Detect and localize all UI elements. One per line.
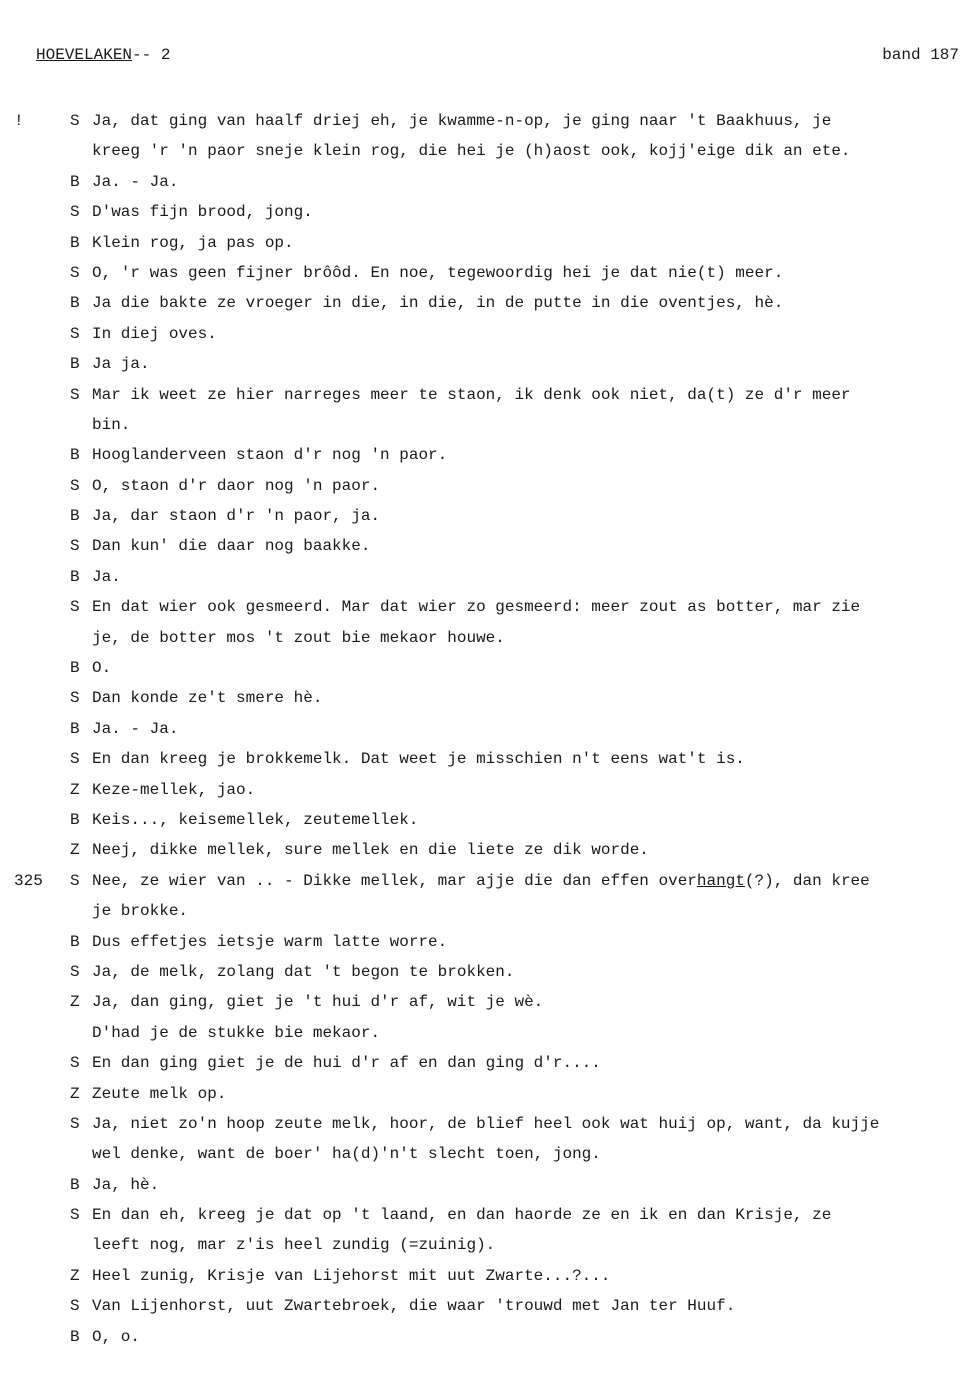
- utterance-text: [92, 1200, 831, 1230]
- utterance-text: [92, 775, 255, 805]
- utterance-segment: kreeg 'r 'n paor sneje klein rog, die hei je (h)aost ook, kojj'eige dik an ete.: [92, 142, 851, 161]
- utterance-segment: Hooglanderveen staon d'r nog 'n paor.: [92, 446, 448, 465]
- utterance-segment: bin.: [92, 415, 131, 434]
- speaker-label: S: [70, 598, 80, 617]
- utterance-text: [92, 562, 121, 592]
- utterance-segment: En dat wier ook gesmeerd. Mar dat wier zo gesmeerd: meer zout as botter, mar zie: [92, 598, 861, 617]
- margin-note: !: [14, 112, 24, 130]
- transcript-line: [0, 440, 973, 470]
- speaker-label: Z: [70, 780, 80, 799]
- transcript-line: [0, 531, 973, 561]
- speaker-label: Z: [70, 1084, 80, 1103]
- speaker-label: S: [70, 689, 80, 708]
- utterance-text: [92, 1048, 601, 1078]
- utterance-segment: D'was fijn brood, jong.: [92, 203, 313, 222]
- utterance-text: [92, 835, 649, 865]
- utterance-segment: D'had je de stukke bie mekaor.: [92, 1023, 381, 1042]
- transcript-line: [0, 1109, 973, 1139]
- transcript-line: [0, 1018, 973, 1048]
- utterance-text: [92, 1261, 610, 1291]
- speaker-label: S: [70, 1297, 80, 1316]
- transcript-line: [0, 775, 973, 805]
- utterance-text: [92, 410, 130, 440]
- utterance-text: [92, 1291, 735, 1321]
- transcript-line: [0, 1291, 973, 1321]
- utterance-text: [92, 623, 505, 653]
- speaker-label: S: [70, 750, 80, 769]
- transcript-body: [0, 106, 973, 1352]
- speaker-label: B: [70, 172, 80, 191]
- utterance-text: [92, 1018, 380, 1048]
- speaker-label: B: [70, 446, 80, 465]
- transcript-line: [0, 501, 973, 531]
- utterance-segment: O.: [92, 659, 112, 678]
- utterance-segment: Ja, dar staon d'r 'n paor, ja.: [92, 507, 381, 526]
- utterance-text: [92, 683, 322, 713]
- utterance-segment: Ja, hè.: [92, 1175, 160, 1194]
- utterance-segment: Ja.: [92, 567, 121, 586]
- utterance-segment: Ja die bakte ze vroeger in die, in die, in de putte in die oventjes, hè.: [92, 294, 784, 313]
- transcript-line: [0, 805, 973, 835]
- utterance-segment: Dus effetjes ietsje warm latte worre.: [92, 932, 448, 951]
- utterance-text: [92, 288, 783, 318]
- utterance-text: [92, 501, 380, 531]
- speaker-label: B: [70, 719, 80, 738]
- utterance-text: [92, 136, 851, 166]
- transcript-line: [0, 471, 973, 501]
- transcript-line: [0, 1139, 973, 1169]
- transcript-line: [0, 410, 973, 440]
- utterance-text: [92, 744, 745, 774]
- utterance-segment: Dan konde ze't smere hè.: [92, 689, 323, 708]
- transcript-line: [0, 197, 973, 227]
- transcript-line: [0, 106, 973, 136]
- utterance-text: [92, 1230, 495, 1260]
- speaker-label: Z: [70, 841, 80, 860]
- utterance-text: [92, 1322, 140, 1352]
- speaker-label: S: [70, 871, 80, 890]
- underlined-word: hangt: [696, 871, 745, 890]
- speaker-label: S: [70, 1206, 80, 1225]
- utterance-segment: O, o.: [92, 1327, 141, 1346]
- utterance-text: [92, 1109, 879, 1139]
- speaker-label: Z: [70, 993, 80, 1012]
- speaker-label: B: [70, 233, 80, 252]
- header-place: HOEVELAKEN: [36, 46, 133, 64]
- transcript-line: [0, 1048, 973, 1078]
- speaker-label: S: [70, 324, 80, 343]
- speaker-label: S: [70, 112, 80, 130]
- utterance-text: [92, 471, 380, 501]
- utterance-text: [92, 531, 370, 561]
- utterance-segment: Ja, de melk, zolang dat 't begon te brokken.: [92, 962, 515, 981]
- utterance-segment: Van Lijenhorst, uut Zwartebroek, die waar 'trouwd met Jan ter Huuf.: [92, 1297, 736, 1316]
- utterance-text: [92, 228, 294, 258]
- utterance-text: [92, 440, 447, 470]
- speaker-label: B: [70, 932, 80, 951]
- utterance-text: [92, 1079, 226, 1109]
- utterance-segment: Nee, ze wier van .. - Dikke mellek, mar ajje die dan effen over: [92, 871, 697, 890]
- transcript-line: [0, 957, 973, 987]
- utterance-segment: O, staon d'r daor nog 'n paor.: [92, 476, 381, 495]
- utterance-segment: Ja ja.: [92, 355, 150, 374]
- transcript-line: [0, 319, 973, 349]
- utterance-text: [92, 896, 188, 926]
- transcript-line: [0, 896, 973, 926]
- header-band: band 187: [882, 46, 959, 64]
- speaker-label: Z: [70, 1266, 80, 1285]
- transcript-line: [0, 1200, 973, 1230]
- transcript-line: [0, 1322, 973, 1352]
- speaker-label: B: [70, 355, 80, 374]
- transcript-line: [0, 683, 973, 713]
- transcript-line: [0, 1230, 973, 1260]
- transcript-line: [0, 136, 973, 166]
- transcript-line: [0, 623, 973, 653]
- utterance-segment: Ja, dan ging, giet je 't hui d'r af, wit je wè.: [92, 993, 544, 1012]
- utterance-text: [92, 714, 178, 744]
- speaker-label: B: [70, 294, 80, 313]
- speaker-label: B: [70, 810, 80, 829]
- utterance-text: [92, 987, 543, 1017]
- transcript-line: [0, 592, 973, 622]
- utterance-text: [92, 197, 313, 227]
- utterance-segment: (?), dan kree: [744, 871, 870, 890]
- utterance-segment: En dan eh, kreeg je dat op 't laand, en dan haorde ze en ik en dan Krisje, ze: [92, 1206, 832, 1225]
- transcript-line: [0, 987, 973, 1017]
- transcript-line: [0, 288, 973, 318]
- header-page-number: 2: [160, 46, 171, 64]
- speaker-label: S: [70, 537, 80, 556]
- transcript-line: [0, 380, 973, 410]
- transcript-line: [0, 562, 973, 592]
- transcript-line: [0, 714, 973, 744]
- speaker-label: S: [70, 385, 80, 404]
- utterance-text: [92, 927, 447, 957]
- transcript-line: [0, 1261, 973, 1291]
- utterance-text: [92, 653, 111, 683]
- utterance-text: [92, 805, 418, 835]
- speaker-label: S: [70, 1114, 80, 1133]
- transcript-line: [0, 744, 973, 774]
- speaker-label: S: [70, 962, 80, 981]
- speaker-label: B: [70, 1175, 80, 1194]
- utterance-segment: Mar ik weet ze hier narreges meer te staon, ik denk ook niet, da(t) ze d'r meer: [92, 385, 851, 404]
- utterance-text: [92, 106, 831, 136]
- header-separator: --: [132, 46, 161, 64]
- utterance-segment: Neej, dikke mellek, sure mellek en die liete ze dik worde.: [92, 841, 649, 860]
- transcript-line: [0, 866, 973, 896]
- utterance-segment: leeft nog, mar z'is heel zundig (=zuinig).: [92, 1236, 496, 1255]
- utterance-segment: Ja, niet zo'n hoop zeute melk, hoor, de blief heel ook wat huij op, want, da kujje: [92, 1114, 880, 1133]
- utterance-segment: En dan kreeg je brokkemelk. Dat weet je misschien n't eens wat't is.: [92, 750, 745, 769]
- utterance-segment: je brokke.: [92, 902, 189, 921]
- utterance-segment: In diej oves.: [92, 324, 217, 343]
- transcript-line: [0, 653, 973, 683]
- utterance-text: [92, 1170, 159, 1200]
- utterance-segment: Heel zunig, Krisje van Lijehorst mit uut Zwarte...?...: [92, 1266, 611, 1285]
- utterance-segment: Keis..., keisemellek, zeutemellek.: [92, 810, 419, 829]
- utterance-segment: Ja. - Ja.: [92, 172, 179, 191]
- utterance-segment: Dan kun' die daar nog baakke.: [92, 537, 371, 556]
- utterance-segment: O, 'r was geen fijner brôôd. En noe, tegewoordig hei je dat nie(t) meer.: [92, 263, 784, 282]
- transcript-line: [0, 349, 973, 379]
- utterance-segment: En dan ging giet je de hui d'r af en dan ging d'r....: [92, 1054, 601, 1073]
- utterance-segment: Ja. - Ja.: [92, 719, 179, 738]
- page-header: [36, 46, 959, 70]
- margin-note: 325: [14, 871, 43, 890]
- utterance-text: [92, 957, 514, 987]
- transcript-line: [0, 167, 973, 197]
- utterance-text: [92, 258, 783, 288]
- speaker-label: B: [70, 507, 80, 526]
- utterance-segment: Keze-mellek, jao.: [92, 780, 256, 799]
- utterance-segment: Zeute melk op.: [92, 1084, 227, 1103]
- speaker-label: S: [70, 1054, 80, 1073]
- utterance-segment: wel denke, want de boer' ha(d)'n't slecht toen, jong.: [92, 1145, 601, 1164]
- header-title: [36, 46, 170, 64]
- transcript-line: [0, 1079, 973, 1109]
- utterance-segment: Klein rog, ja pas op.: [92, 233, 294, 252]
- speaker-label: B: [70, 1327, 80, 1346]
- transcript-line: [0, 258, 973, 288]
- utterance-segment: je, de botter mos 't zout bie mekaor houwe.: [92, 628, 505, 647]
- utterance-text: [92, 592, 860, 622]
- transcript-line: [0, 835, 973, 865]
- transcript-line: [0, 1170, 973, 1200]
- utterance-text: [92, 866, 870, 896]
- transcript-line: [0, 927, 973, 957]
- utterance-text: [92, 167, 178, 197]
- speaker-label: S: [70, 263, 80, 282]
- utterance-text: [92, 380, 851, 410]
- utterance-text: [92, 349, 150, 379]
- utterance-text: [92, 1139, 601, 1169]
- transcript-line: [0, 228, 973, 258]
- speaker-label: B: [70, 659, 80, 678]
- speaker-label: B: [70, 567, 80, 586]
- speaker-label: S: [70, 203, 80, 222]
- utterance-segment: Ja, dat ging van haalf driej eh, je kwamme-n-op, je ging naar 't Baakhuus, je: [92, 112, 832, 130]
- speaker-label: S: [70, 476, 80, 495]
- utterance-text: [92, 319, 217, 349]
